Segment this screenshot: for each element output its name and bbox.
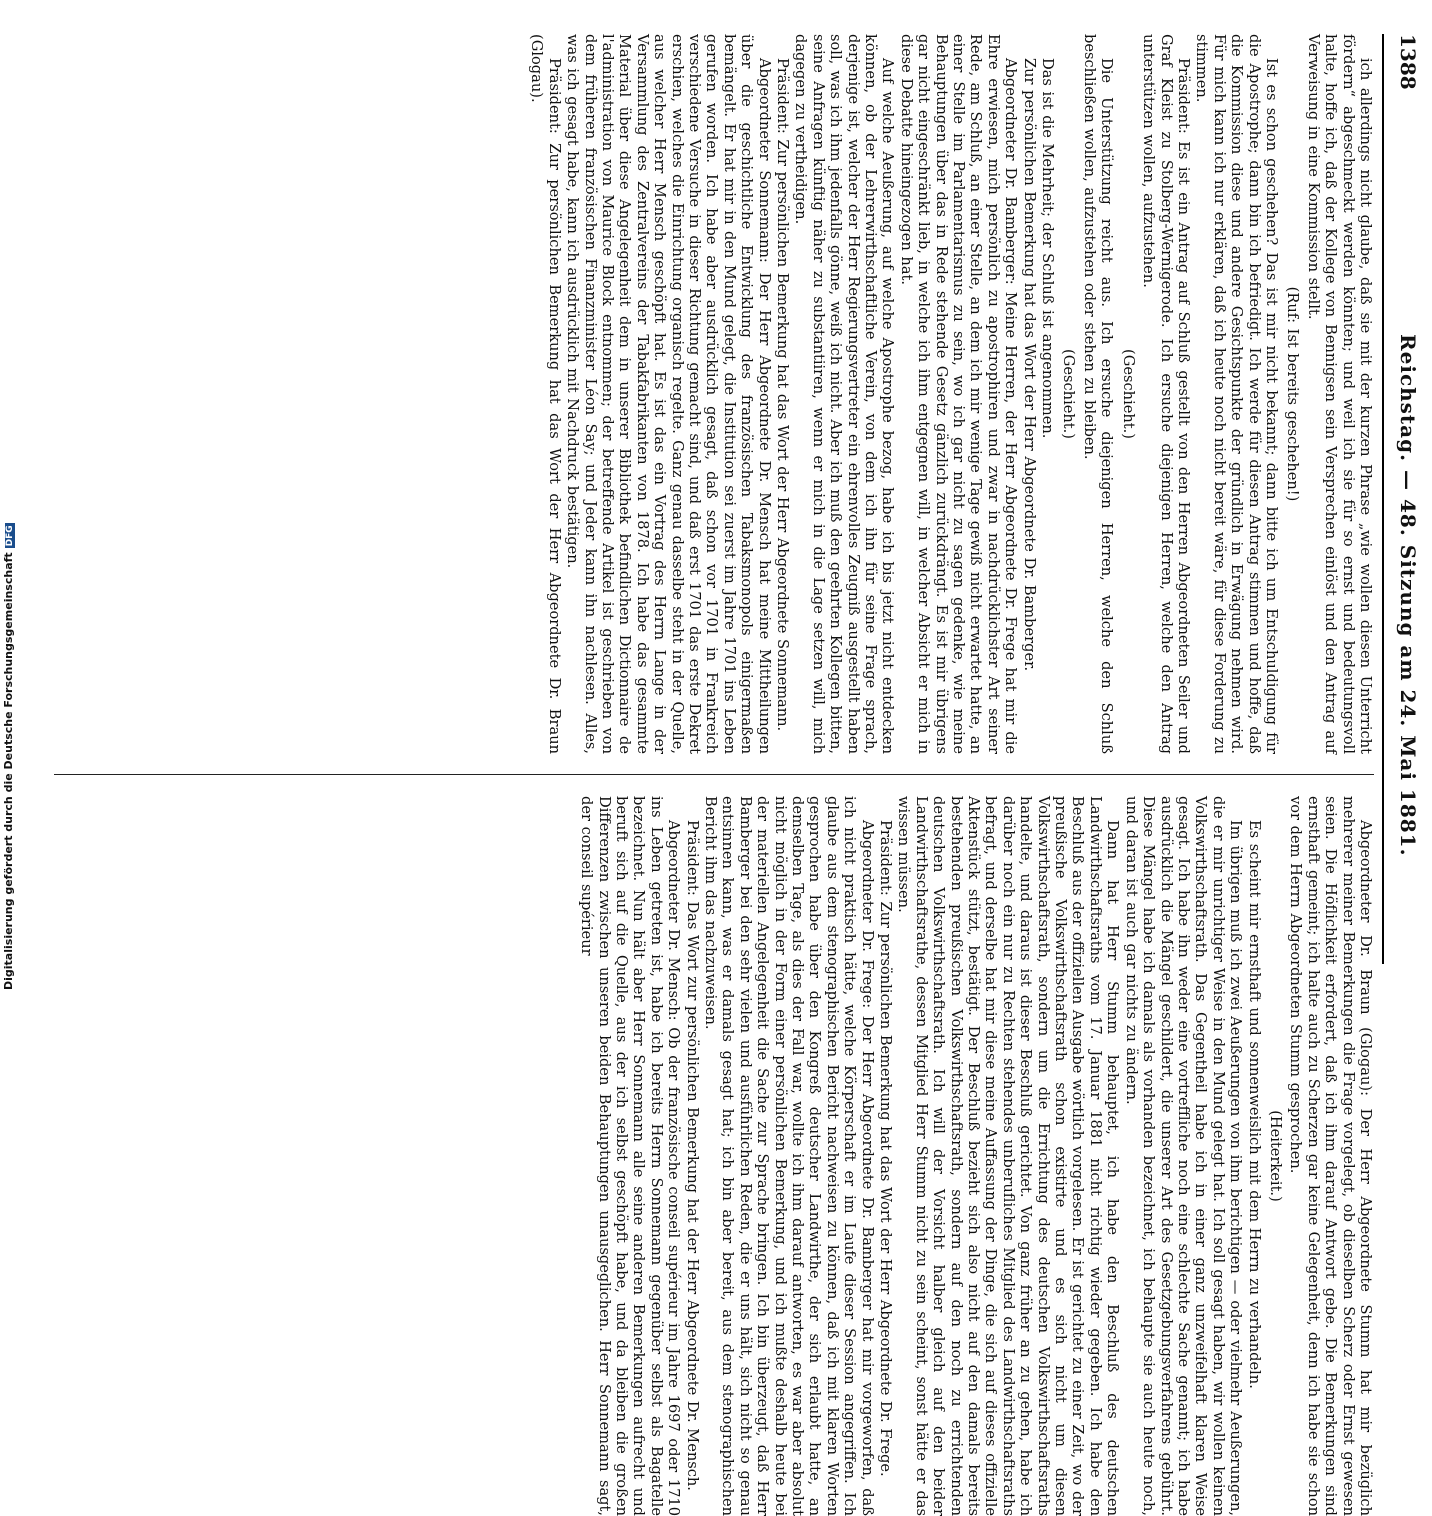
- paragraph: Auf welche Aeußerung, auf welche Apostrophe bezog, habe ich bis jetzt nicht entdecken können, ob der Lehrerwirthschaftliche Verein, von dem ich ihn für seine Frage sprach, derjenige ist, welcher der Herr Regierungsvertreter ein ehrenvolles Zeugniß ausgestellt haben soll, was ich ihm jedenfalls gönne, weiß ich nicht. Aber ich muß den geehrten Kollegen bitten, seine Anfragen künftig näher zu substantiiren, wenn er mich in die Lage setzen will, mich dagegen zu vertheidigen.: [792, 34, 897, 754]
- paragraph: Die Unterstützung reicht aus. Ich ersuche diejenigen Herren, welche den Schluß beschließen wollen, aufzustehen oder stehen zu bleiben.: [1080, 34, 1116, 754]
- paragraph: Ist es schon geschehen? Das ist mir nicht bekannt; dann bitte ich um Entschuldigung für die Apostrophe; dann bin ich befriedigt. Ich werde für diesen Antrag stimmen und hoffe, daß die Kommission diese und andere Gesichtspunkte der gründlich in Erwägung nehmen wird. Für mich kann ich nur erklären, daß ich heute noch nicht bereit wäre, für diese Forderung zu stimmen.: [1193, 34, 1280, 754]
- rotated-page: [16, 34, 1426, 1516]
- paragraph: Abgeordneter Dr. Frege: Der Herr Abgeordnete Dr. Bamberger hat mir vorgeworfen, daß ich nicht praktisch hätte, welche Körperschaft er im Laufe dieser Session angegriffen. Ich glaube aus dem stenographischen Bericht nachweisen zu können, daß ich mit klaren Worten gesprochen habe über den Kongreß deutscher Landwirthe, der sich erlaubt hatte, an demselben Tage, als dies der Fall war, wollte ich ihm darauf antworten, es war aber absolut nicht möglich in der Form einer persönlichen Bemerkung, und ich mußte deshalb heute bei der materiellen Angelegenheit die Sache zur Sprache bringen. Ich bin überzeugt, daß Herr Bamberger bei den sehr vielen und ausführlichen Reden, die er uns hält, sich nicht so genau entsinnen kann, was er damals gesagt hat; ich bin aber bereit, aus dem stenographischen Bericht ihm das nachzuweisen.: [701, 796, 876, 1516]
- digitization-credit: [2, 525, 15, 990]
- page-number: 1388: [1396, 34, 1420, 90]
- page-title: Reichstag. — 48. Sitzung am 24. Mai 1881.: [1396, 334, 1420, 857]
- page-header: [1386, 34, 1426, 964]
- dfg-logo: DFG: [5, 525, 15, 547]
- paragraph: Präsident: Es ist ein Antrag auf Schluß gestellt von den Herren Abgeordneten Seiler und Graf Kleist zu Stolberg-Wernigerode. Ich ersuche diejenigen Herren, welche den Antrag unterstützen wollen, aufzustehen.: [1140, 34, 1192, 754]
- paragraph: Präsident: Das Wort zur persönlichen Bemerkung hat der Herr Abgeordnete Dr. Mensch.: [683, 820, 701, 1491]
- paragraph: (Geschieht.): [1119, 349, 1137, 439]
- paragraph: Präsident: Zur persönlichen Bemerkung hat das Wort der Herr Abgeordnete Sonnemann.: [774, 58, 791, 732]
- paragraph: Es scheint mir ernsthaft und sonnenweislich mit dem Herrn zu verhandeln.: [1245, 820, 1263, 1389]
- paragraph: Präsident: Zur persönlichen Bemerkung hat das Wort der Herr Abgeordnete Dr. Frege.: [877, 820, 895, 1477]
- paragraph: Abgeordneter Dr. Braun (Glogau): Der Herr Abgeordnete Stumm hat mir bezüglich mehrerer meiner Bemerkungen die Frage vorgelegt, ob dieselben Scherz oder Ernst gewesen seien. Die Höflichkeit erfordert, daß ich ihm darauf Antwort gebe. Die Bemerkungen sind ernsthaft gemeint; ich halte auch zu Scherzen gar keine Gelegenheit, denn ich habe sie schon vor dem Herrn Abgeordneten Stumm gesprochen.: [1287, 796, 1374, 1516]
- left-column: [527, 34, 1374, 754]
- header-rule: [1382, 34, 1384, 964]
- paragraph: ich allerdings nicht glaube, daß sie mit der kurzen Phrase „wie wollen diesen Unterricht fördern“ abgeschmeckt werden könnten; und weil ich sie für so ernst und bedeutungsvoll halte, hoffe ich, daß der Kollege von Bennigsen sein Versprechen einlöst und den Antrag auf Verweisung in eine Kommission stellt.: [1304, 34, 1374, 754]
- paragraph: Abgeordneter Sonnemann: Der Herr Abgeordnete Dr. Mensch hat meine Mittheilungen über die geschichtliche Entwicklung des französischen Tabaksmonopols einigermaßen bemängelt. Er hat mir in den Mund gelegt, die Institution sei zuerst im Jahre 1701 ins Leben gerufen worden. Ich habe aber ausdrücklich gesagt, daß schon vor 1701 in Frankreich verschiedene Versuche in dieser Richtung gemacht sind, und daß erst 1701 das erste Dekret erschien, welches die Einrichtung organisch regelte. Ganz genau dasselbe steht in der Quelle, aus welcher Herr Mensch geschöpft hat. Es ist das ein Vortrag des Herrn Lange in der Versammlung des Zentralvereins der Tabakfabrikanten von 1878. Ich habe das gesammte Material über diese Angelegenheit dem in unserer Bibliothek befindlichen Dictionnaire de l'administration von Maurice Block entnommen; der betreffende Artikel ist geschrieben von dem früheren französischen Finanzminister Léon Say; und Jeder kann ihn nachlesen. Alles, was ich gesagt habe, kann ich ausdrücklich mit Nachdruck bestätigen.: [564, 34, 773, 754]
- paragraph: (Heiterkeit.): [1266, 1110, 1284, 1202]
- paragraph: (Geschieht.): [1060, 349, 1078, 439]
- right-column: [577, 796, 1374, 1516]
- paragraph: Abgeordneter Dr. Mensch: Ob der französische conseil supérieur im Jahre 1697 oder 1710 ins Leben getreten ist, habe ich bereits Herrn Sonnemann gegenüber selbst als Bagatelle bezeichnet. Nun hält aber Herr Sonnemann alle seine anderen Bemerkungen aufrecht und beruft sich auf die Quelle, aus der ich selbst geschöpft habe, und da bleiben die großen Differenzen zwischen unseren beiden Behauptungen unausgeglichen. Herr Sonnemann sagt, der conseil supérieur: [578, 796, 683, 1516]
- paragraph: Abgeordneter Dr. Bamberger: Meine Herren, der Herr Abgeordnete Dr. Frege hat mir die Ehre erwiesen, mich persönlich zu apostrophiren und zwar in nachdrücklichster Art seiner Rede, am Schluß, an einer Stelle, an dem ich mir wenige Tage gewiß nicht erwartet hatte, an einer Stelle im Parlamentarismus zu sein, wo ich gar nicht zu sagen gedenke, wie meine Behauptungen über das in Rede stehende Gesetz gänzlich zurückdrängt. Es ist mir übrigens gar nicht eingeschränkt lieb, in welche ich ihm entgegnen will, in welcher Absicht er mich in diese Debatte hineingezogen hat.: [897, 34, 1020, 754]
- paragraph: Im übrigen muß ich zwei Aeußerungen von ihm berichtigen — oder vielmehr Aeußerungen, die er mir unrichtiger Weise in den Mund gelegt hat. Ich soll gesagt haben, wir wollen keinen Volkswirthschaftsrath. Das Gegentheil habe ich in einer ganz unzweifelhaft klaren Weise gesagt. Ich habe ihn weder eine vortreffliche noch eine schlechte Sache genannt; ich habe ausdrücklich die Mängel geschildert, die unserer Art des Gesetzgebungsverfahrens gebührt. Diese Mängel habe ich damals als vorhanden bezeichnet, ich behaupte sie auch heute noch, und daran ist auch gar nichts zu ändern.: [1122, 796, 1245, 1516]
- credit-text: Digitalisierung gefördert durch die Deutsche Forschungsgemeinschaft: [2, 552, 15, 990]
- paragraph: Dann hat Herr Stumm behauptet, ich habe den Beschluß des deutschen Landwirthschaftsraths vom 17. Januar 1881 nicht richtig wieder gegeben. Ich habe den Beschluß aus der offiziellen Ausgabe wörtlich vorgelesen. Er ist gerichtet zu einer Zeit, wo der preußische Volkswirthschaftsrath schon existirte und es sich nicht um diesen Volkswirthschaftsrath, sondern um die Errichtung des deutschen Volkswirthschaftsraths handelte, und daraus ist dieser Beschluß gerichtet. Von ganz früher an zu gehen, habe ich darüber noch ein nur zu Rechten stehendes unberufliches Mitglied des Landwirthschaftsraths befragt, und derselbe hat mir diese meine Auffassung der Dinge, die sich auf dieses offizielle Aktenstück stützt, bestätigt. Der Beschluß bezieht sich also nicht auf den damals bereits bestehenden preußischen Volkswirthschaftsrath, sondern auf den noch zu errichtenden deutschen Volkswirthschaftsrath. Ich will der Vorsicht halber gleich auf den beider Landwirthschaftsrathe, dessen Mitglied Herr Stumm nicht zu sein scheint, sonst hätte er das wissen müssen.: [895, 796, 1122, 1516]
- paragraph: Das ist die Mehrheit; der Schluß ist angenommen.: [1039, 58, 1057, 439]
- paragraph: Präsident: Zur persönlichen Bemerkung hat das Wort der Herr Abgeordnete Dr. Braun (Glogau).: [528, 34, 563, 754]
- column-divider: [54, 774, 1374, 775]
- paragraph: Zur persönlichen Bemerkung hat das Wort der Herr Abgeordnete Dr. Bamberger.: [1020, 58, 1038, 672]
- paragraph: (Ruf: Ist bereits geschehen!): [1284, 286, 1302, 502]
